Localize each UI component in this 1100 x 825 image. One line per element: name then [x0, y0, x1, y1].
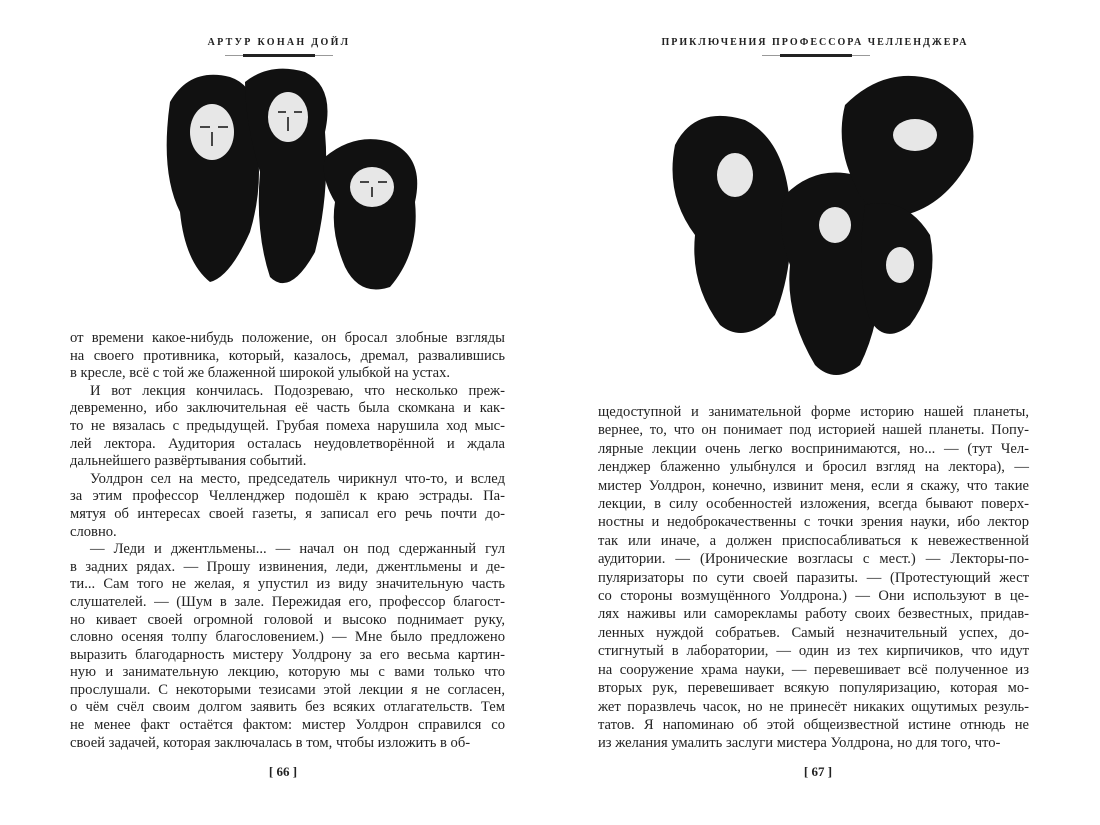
- text-line: лях наживы или саморекламы работу своих безвестных, придав-: [598, 606, 1029, 623]
- running-header: АРТУР КОНАН ДОЙЛ: [207, 37, 351, 48]
- text-line: татов. Я напоминаю об этой общеизвестной истине отнюдь не: [598, 716, 1029, 733]
- text-line: ти... Сам того не желая, я упустил из виду значительную часть: [70, 576, 505, 593]
- text-line: Уолдрон сел на место, председатель чирикнул что-то, и вслед: [90, 470, 505, 487]
- illustration-three-bearded-heads: [150, 62, 435, 297]
- text-line: вторых рук, перевешивает всякую популяризацию, которая мо-: [598, 680, 1029, 697]
- body-text: [598, 403, 1029, 753]
- text-line: за этим профессор Челленджер подошёл к краю эстрады. Па-: [70, 488, 505, 505]
- text-line: словно.: [70, 523, 117, 540]
- text-line: — Леди и джентльмены... — начал он под сдержанный гул: [90, 541, 505, 558]
- illustration-bearded-heads: [665, 65, 995, 390]
- text-line: из желания умалить заслуги мистера Уолдрона, но для того, что-: [598, 735, 1001, 752]
- text-line: в задних рядах. — Прошу извинения, леди, джентльмены и де-: [70, 558, 505, 575]
- text-line: на своего противника, который, казалось, дремал, развалившись: [70, 347, 505, 364]
- text-line: ленджер блаженно улыбнулся и бросил взгляд на лектора), —: [598, 459, 1029, 476]
- text-line: прослушали. С некоторыми тезисами этой лекции я не согласен,: [70, 681, 505, 698]
- text-line: от времени какое-нибудь положение, он бросал злобные взгляды: [70, 330, 505, 346]
- text-line: лей лектора. Аудитория осталась неудовлетворённой и ждала: [70, 435, 505, 452]
- header-rule-accent: [780, 54, 852, 57]
- text-line: пуляризаторы по сути своей паразиты. — (Протестующий жест: [598, 569, 1029, 586]
- text-line: стигнутый в лаборатории, — один из тех кирпичиков, что идут: [598, 643, 1029, 660]
- text-line: о чём счёл своим долгом заявить без всяких отлагательств. Тем: [70, 699, 505, 716]
- body-text: [70, 330, 505, 752]
- text-line: но кивает своей огромной головой и высоко поднимает руку,: [70, 611, 505, 628]
- text-line: в кресле, всё с той же блаженной широкой улыбкой на устах.: [70, 365, 451, 382]
- text-line: аудитории. — (Иронические возгласы с мест.) — Лекторы-по-: [598, 551, 1029, 568]
- running-header: ПРИКЛЮЧЕНИЯ ПРОФЕССОРА ЧЕЛЛЕНДЖЕРА: [661, 37, 969, 48]
- text-line: своей задачей, которая заключалась в том, чтобы изложить в об-: [70, 734, 471, 751]
- text-line: на сооружение храма науки, — перевешивает всё полученное из: [598, 661, 1029, 678]
- text-line: мятуя об интересах своей газеты, я записал его речь почти до-: [70, 505, 505, 522]
- text-line: со стороны возмущённого Уолдрона.) — Они используют в це-: [598, 588, 1029, 605]
- text-line: ную и занимательную лекцию, которую мы с вами только что: [70, 664, 505, 681]
- text-line: ностны и недоброкачественны с точки зрения науки, ибо лектор: [598, 514, 1029, 531]
- text-line: то не вязалась с предыдущей. Грубая помеха нарушила ход мыс-: [70, 417, 505, 434]
- text-line: И вот лекция кончилась. Подозреваю, что несколько преж-: [90, 382, 505, 399]
- text-line: жет поразвлечь часок, но не принесёт никаких ощутимых резуль-: [598, 698, 1029, 715]
- text-line: слушателей. — (Шум в зале. Пережидая его, профессор благост-: [70, 593, 505, 610]
- text-line: выразить благодарность мистеру Уолдрону за его весьма картин-: [70, 646, 505, 663]
- text-line: лярные лекции очень легко воспринимаются, но... — (тут Чел-: [598, 440, 1029, 457]
- page-number: [ 67 ]: [803, 764, 833, 779]
- text-line: не менее факт остаётся фактом: мистер Уолдрон справился со: [70, 717, 505, 734]
- text-line: мистер Уолдрон, конечно, извинит меня, если я скажу, что такие: [598, 477, 1029, 494]
- text-line: словно осеняя толпу благословением.) — Мне было предложено: [70, 629, 505, 646]
- text-line: щедоступной и занимательной форме историю нашей планеты,: [598, 404, 1029, 420]
- page-number: [ 66 ]: [268, 764, 298, 779]
- header-rule-accent: [243, 54, 315, 57]
- text-line: дальнейшего развёртывания событий.: [70, 453, 307, 470]
- text-line: так или иначе, а должен приспосабливаться к невежественной: [598, 532, 1029, 549]
- text-line: лекции, в силу особенностей изложения, всегда бывают поверх-: [598, 496, 1029, 513]
- text-line: девременно, ибо заключительная её часть была скомкана и как-: [70, 400, 505, 417]
- right-page: [550, 0, 1100, 825]
- text-line: вернее, то, что он понимает под историей нашей планеты. Попу-: [598, 422, 1029, 439]
- text-line: ленных нуждой собратьев. Самый незначительный успех, до-: [598, 624, 1029, 641]
